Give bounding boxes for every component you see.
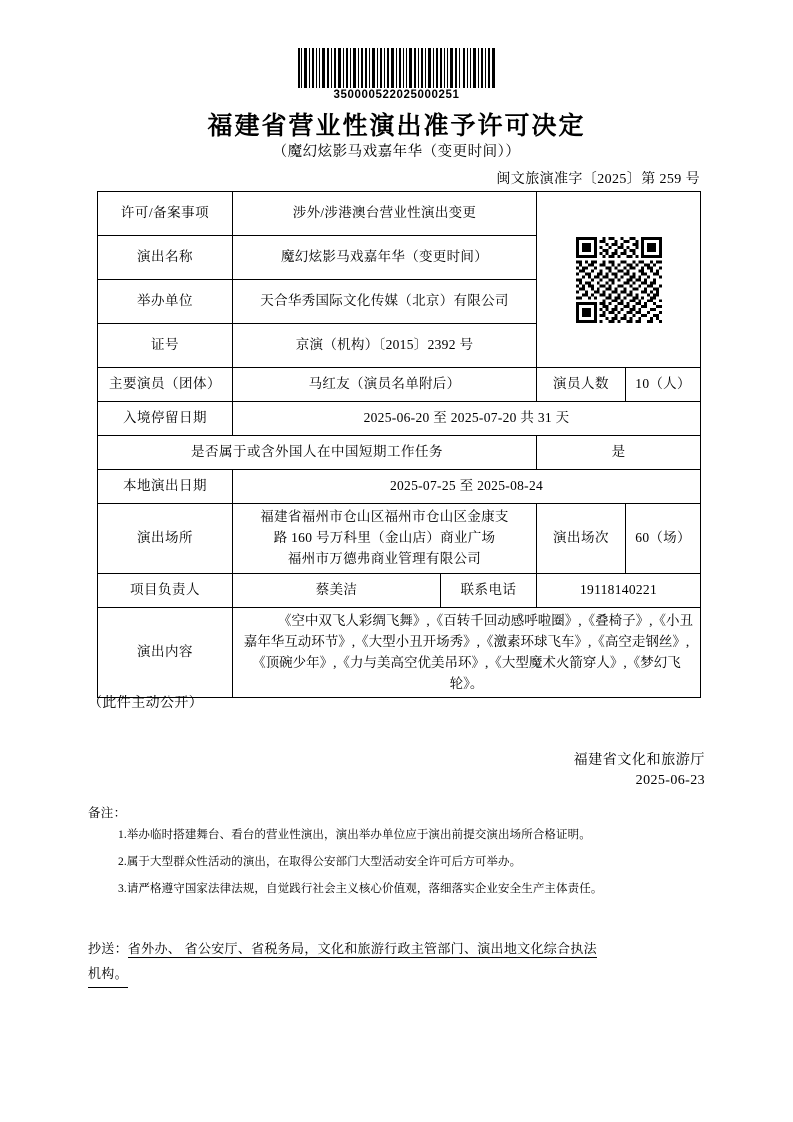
- venue-address-line-1: 福建省福州市仓山区福州市仓山区金康支: [260, 509, 509, 524]
- barcode-number: 350000522025000251: [333, 89, 460, 101]
- document-number: 闽文旅演准字〔2025〕第 259 号: [496, 172, 700, 187]
- row-value-foreign-work: 是: [537, 436, 701, 470]
- row-label-manager: 项目负责人: [98, 573, 233, 607]
- cc-recipients-line-2: 机构。: [88, 962, 128, 989]
- row-value-sessions: 60（场）: [626, 504, 701, 574]
- venue-address-line-2: 路 160 号万科里（金山店）商业广场: [273, 529, 496, 545]
- table-row: [98, 192, 701, 236]
- qr-code-icon: [576, 237, 662, 323]
- cc-recipients-line-1: 省外办、 省公安厅、省税务局，文化和旅游行政主管部门、演出地文化综合执法: [127, 941, 597, 956]
- remark-item: 2.属于大型群众性活动的演出，在取得公安部门大型活动安全许可后方可举办。: [118, 856, 522, 868]
- page-subtitle: （魔幻炫影马戏嘉年华（变更时间））: [272, 144, 521, 160]
- row-value-venue-address: [233, 504, 537, 574]
- row-label-show-content: 演出内容: [98, 607, 233, 698]
- row-label-show-name: 演出名称: [98, 236, 233, 280]
- row-value-show-name: 魔幻炫影马戏嘉年华（变更时间）: [233, 236, 537, 280]
- row-label-phone: 联系电话: [441, 573, 537, 607]
- row-label-permit-item: 许可/备案事项: [98, 192, 233, 236]
- row-value-license-no: 京演（机构）〔2015〕2392 号: [233, 324, 537, 368]
- issue-date: 2025-06-23: [635, 773, 705, 788]
- row-value-permit-item: 涉外/涉港澳台营业性演出变更: [233, 192, 537, 236]
- table-row: [98, 607, 701, 698]
- table-row: [98, 504, 701, 574]
- row-value-manager: 蔡美洁: [233, 573, 441, 607]
- row-value-performer-count: 10（人）: [626, 368, 701, 402]
- page-title: 福建省营业性演出准予许可决定: [207, 113, 586, 140]
- row-value-organizer: 天合华秀国际文化传媒（北京）有限公司: [233, 280, 537, 324]
- barcode-block: [0, 48, 793, 101]
- qr-code-cell: [537, 192, 701, 368]
- row-label-venue: 演出场所: [98, 504, 233, 574]
- remark-item: 1.举办临时搭建舞台、看台的营业性演出，演出举办单位应于演出前提交演出场所合格证明。: [118, 829, 591, 841]
- row-label-performer-count: 演员人数: [537, 368, 626, 402]
- table-row: [98, 470, 701, 504]
- row-value-performers: 马红友（演员名单附后）: [233, 368, 537, 402]
- row-label-sessions: 演出场次: [537, 504, 626, 574]
- row-label-license-no: 证号: [98, 324, 233, 368]
- row-value-show-content: 《空中双飞人彩绸飞舞》,《百转千回动感呼啦圈》,《叠椅子》,《小丑嘉年华互动环节》,《大型小丑开场秀》,《激素环球飞车》,《高空走钢丝》,《顶碗少年》,《力与美高空优美吊环》,《大型魔术火箭穿人》,《梦幻飞轮》。: [233, 607, 701, 698]
- row-value-local-dates: 2025-07-25 至 2025-08-24: [233, 470, 701, 504]
- issuing-authority: 福建省文化和旅游厅: [573, 753, 705, 768]
- cc-label: 抄送：: [88, 941, 128, 956]
- row-label-foreign-work: 是否属于或含外国人在中国短期工作任务: [98, 436, 537, 470]
- remarks-title: 备注：: [88, 806, 127, 820]
- table-row: [98, 436, 701, 470]
- permit-table: [97, 191, 701, 698]
- row-value-entry-stay: 2025-06-20 至 2025-07-20 共 31 天: [233, 402, 701, 436]
- table-row: [98, 573, 701, 607]
- barcode-image: [298, 48, 496, 88]
- table-row: [98, 402, 701, 436]
- row-label-performers: 主要演员（团体）: [98, 368, 233, 402]
- remarks-list: [118, 826, 718, 907]
- row-label-organizer: 举办单位: [98, 280, 233, 324]
- venue-address-line-3: 福州市万德弗商业管理有限公司: [287, 550, 482, 566]
- row-label-entry-stay: 入境停留日期: [98, 402, 233, 436]
- cc-block: [88, 937, 720, 988]
- public-disclosure-note: （此件主动公开）: [88, 696, 204, 711]
- remark-item: 3.请严格遵守国家法律法规，自觉践行社会主义核心价值观，落细落实企业安全生产主体责任。: [118, 883, 603, 895]
- table-row: [98, 368, 701, 402]
- row-value-phone: 19118140221: [537, 573, 701, 607]
- row-label-local-dates: 本地演出日期: [98, 470, 233, 504]
